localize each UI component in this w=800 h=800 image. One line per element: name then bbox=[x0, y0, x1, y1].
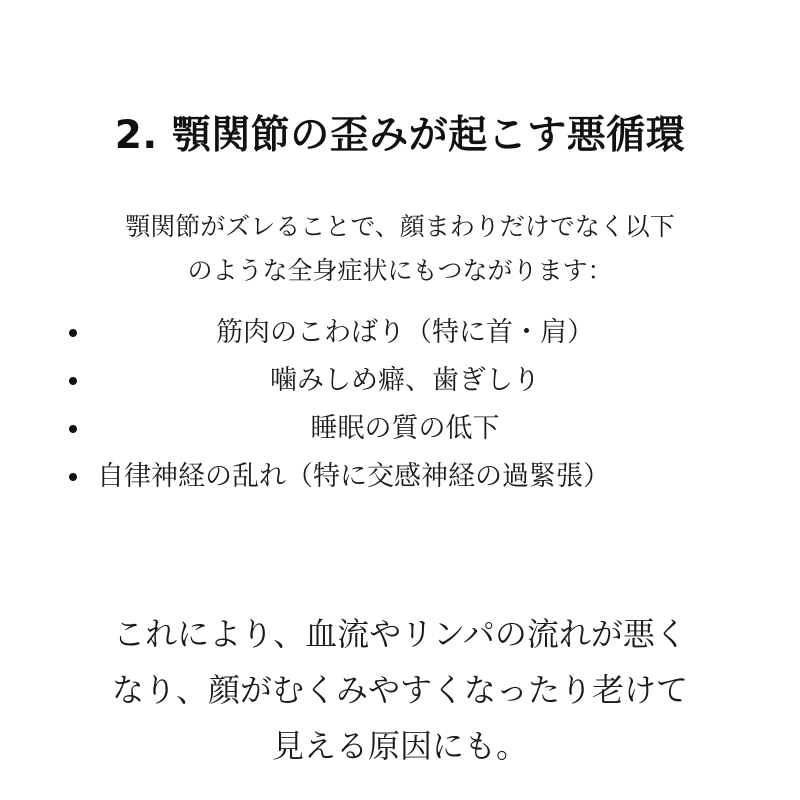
conclusion-text bbox=[0, 606, 800, 774]
bullet-icon bbox=[69, 425, 77, 433]
conclusion-line-3: 見える原因にも。 bbox=[271, 727, 528, 765]
intro-line-2: のような全身症状にもつながります： bbox=[187, 256, 613, 285]
symptom-list-item-sleep-quality bbox=[60, 405, 750, 453]
symptom-list bbox=[60, 309, 750, 501]
symptom-text: 筋肉のこわばり（特に首・肩） bbox=[216, 317, 594, 348]
bullet-icon bbox=[69, 377, 77, 385]
conclusion-line-2: なり、顔がむくみやすくなったり老けて bbox=[111, 671, 688, 709]
bullet-icon bbox=[69, 329, 77, 337]
intro-line-1: 顎関節がズレることで、顔まわりだけでなく以下 bbox=[125, 212, 675, 241]
conclusion-line-1: これにより、血流やリンパの流れが悪く bbox=[113, 615, 687, 653]
intro-text bbox=[0, 205, 800, 293]
page-title: 2. 顎関節の歪みが起こす悪循環 bbox=[114, 113, 686, 159]
symptom-text: 睡眠の質の低下 bbox=[310, 413, 500, 444]
symptom-text: 自律神経の乱れ（特に交感神経の過緊張） bbox=[97, 461, 610, 492]
symptom-list-item-muscle-stiffness bbox=[60, 309, 750, 357]
symptom-list-item-autonomic-imbalance bbox=[60, 453, 750, 501]
symptom-list-item-clenching bbox=[60, 357, 750, 405]
symptom-text: 噛みしめ癖、歯ぎしり bbox=[270, 365, 540, 396]
bullet-icon bbox=[69, 473, 77, 481]
